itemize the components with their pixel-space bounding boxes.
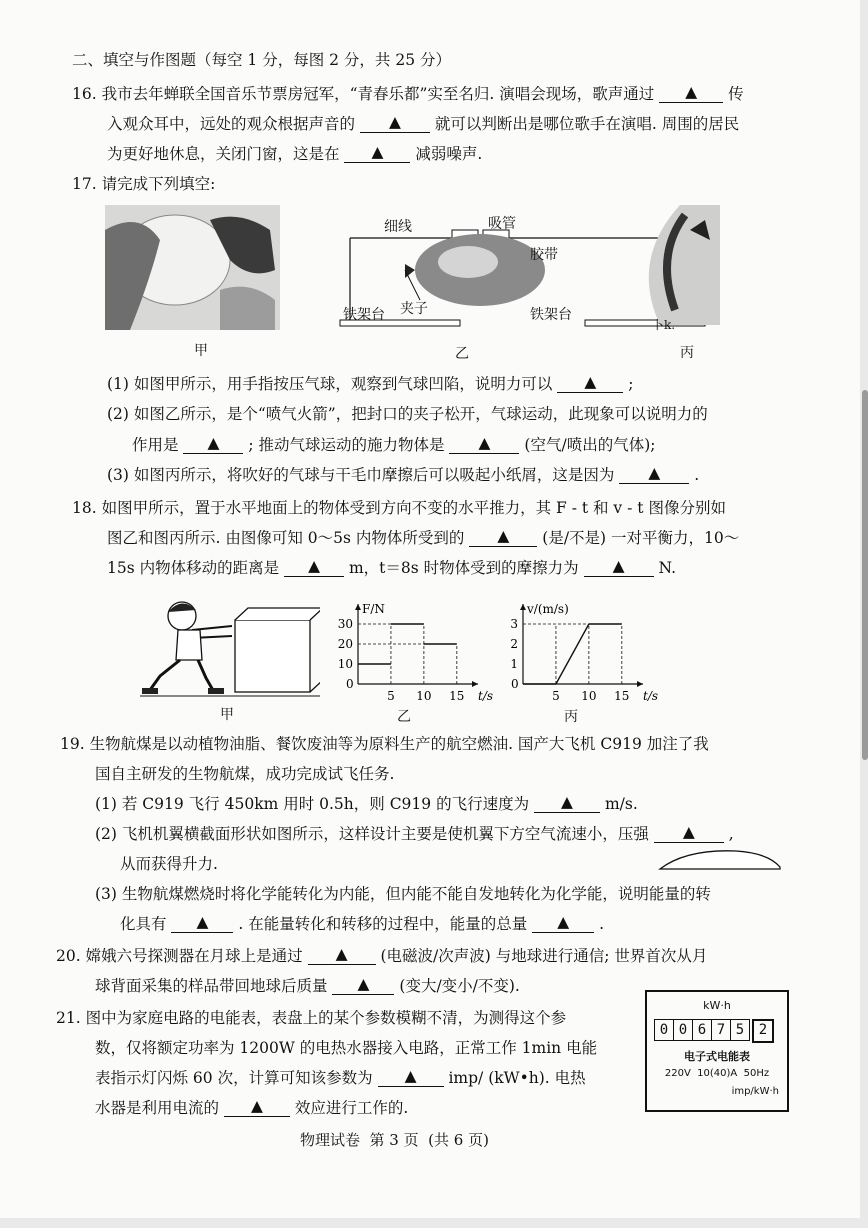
vt-x-label: t/s	[643, 689, 659, 702]
fig2-label-stand-right: 铁架台	[530, 307, 572, 323]
q20-text-1a: 20. 嫦娥六号探测器在月球上是通过	[56, 947, 303, 965]
q17-part3	[107, 465, 699, 486]
ft-origin-label: 0	[346, 677, 354, 691]
section-heading: 二、填空与作图题（每空 1 分，每图 2 分，共 25 分）	[72, 51, 452, 69]
vt-x-tick-label: 15	[614, 689, 630, 702]
q21-line2: 数，仅将额定功率为 1200W 的电热水器接入电路，正常工作 1min 电能	[95, 1039, 598, 1057]
q20-text-2b: (变大/变小/不变).	[399, 977, 520, 995]
meter-name: 电子式电能表	[684, 1050, 750, 1063]
q16-text-1a: 16. 我市去年蝉联全国音乐节票房冠军，“青春乐都”实至名归. 演唱会现场，歌声通过	[72, 85, 655, 103]
fig3-inner-label: 卜k.	[652, 318, 676, 332]
answer-blank[interactable]: ▲	[284, 556, 344, 577]
fig2-label-thread: 细线	[384, 219, 412, 235]
q16-text-3a: 为更好地休息，关闭门窗，这是在	[107, 145, 340, 163]
q19-text-2a: (2) 飞机机翼横截面形状如图所示，这样设计主要是使机翼下方空气流速小，压强	[95, 825, 649, 843]
vt-x-tick-label: 5	[552, 689, 560, 702]
q18-text-2b: (是/不是) 一对平衡力，10～	[542, 529, 740, 547]
answer-blank[interactable]: ▲	[534, 792, 600, 813]
answer-blank[interactable]: ▲	[532, 912, 594, 933]
q19-part1	[95, 794, 638, 815]
fig-caption-bing: 丙	[680, 345, 694, 361]
q17-part2: (2) 如图乙所示，是个“喷气火箭”，把封口的夹子松开，气球运动，此现象可以说明力的	[107, 405, 708, 423]
meter-digit: 0	[674, 1019, 693, 1041]
vt-y-tick-label: 1	[510, 657, 518, 671]
meter-digit: 0	[654, 1019, 674, 1041]
answer-blank[interactable]: ▲	[659, 82, 723, 103]
q18-text-3c: N.	[658, 559, 677, 577]
ft-y-tick-label: 10	[337, 657, 353, 671]
vt-origin-label: 0	[511, 677, 519, 691]
q21-line3	[95, 1068, 586, 1089]
fig-caption-jia: 甲	[194, 343, 208, 359]
answer-blank[interactable]: ▲	[619, 463, 689, 484]
meter-digit-decimal: 2	[752, 1019, 774, 1043]
q16-text-2b: 就可以判断出是哪位歌手在演唱. 周围的居民	[434, 115, 740, 133]
ft-x-label: t/s	[478, 689, 494, 702]
q19-text-3b: 化具有	[120, 915, 167, 933]
q17-text-3b: .	[694, 466, 700, 484]
q16-line2	[107, 114, 739, 135]
q21-text-3b: imp/ (kW•h). 电热	[448, 1069, 586, 1087]
q17-part1	[107, 374, 634, 395]
q17-text-2c: ; 推动气球运动的施力物体是	[248, 436, 445, 454]
q18-caption-yi: 乙	[397, 709, 411, 725]
q20-line1	[56, 946, 707, 967]
q19-line1: 19. 生物航煤是以动植物油脂、餐饮废油等为原料生产的航空燃油. 国产大飞机 C919 加注了我	[60, 735, 709, 753]
answer-blank[interactable]: ▲	[183, 433, 243, 454]
q18-text-3a: 15s 内物体移动的距离是	[107, 559, 280, 577]
fig-hand-pressing-balloon	[105, 205, 280, 330]
q19-part2-cont: 从而获得升力.	[120, 855, 218, 873]
q19-text-1a: (1) 若 C919 飞行 450km 用时 0.5h，则 C919 的飞行速度为	[95, 795, 530, 813]
q21-text-4a: 水器是利用电流的	[95, 1099, 220, 1117]
vt-y-tick-label: 3	[510, 617, 518, 631]
meter-specs: 220V 10(40)A 50Hz	[664, 1068, 770, 1079]
fig2-label-tape: 胶带	[530, 247, 558, 263]
meter-digit: 5	[731, 1019, 750, 1041]
q17-text-1b: ;	[628, 375, 634, 393]
q21-text-4b: 效应进行工作的.	[294, 1099, 409, 1117]
q16-line3	[107, 144, 482, 165]
q18-text-2a: 图乙和图丙所示. 由图像可知 0～5s 内物体所受到的	[107, 529, 465, 547]
q16-text-1b: 传	[728, 85, 744, 103]
vt-x-tick-label: 10	[581, 689, 597, 702]
ft-x-tick-label: 5	[387, 689, 395, 702]
q17-text-3a: (3) 如图丙所示，将吹好的气球与干毛巾摩擦后可以吸起小纸屑，这是因为	[107, 466, 615, 484]
meter-imp: imp/kW·h	[731, 1086, 779, 1097]
q17-text-1a: (1) 如图甲所示，用手指按压气球，观察到气球凹陷，说明力可以	[107, 375, 553, 393]
answer-blank[interactable]: ▲	[584, 556, 654, 577]
answer-blank[interactable]: ▲	[332, 974, 394, 995]
q18-caption-bing: 丙	[564, 709, 578, 725]
ft-y-arrow	[355, 604, 361, 610]
q21-text-3a: 表指示灯闪烁 60 次，计算可知该参数为	[95, 1069, 373, 1087]
fig-caption-yi: 乙	[455, 346, 469, 362]
q19-text-1b: m/s.	[604, 795, 638, 813]
q19-part3-cont	[120, 914, 604, 935]
answer-blank[interactable]: ▲	[378, 1066, 444, 1087]
q20-line2	[95, 976, 520, 997]
vt-y-arrow	[520, 604, 526, 610]
vt-y-label: v/(m/s)	[527, 602, 569, 616]
answer-blank[interactable]: ▲	[557, 372, 623, 393]
answer-blank[interactable]: ▲	[344, 142, 410, 163]
answer-blank[interactable]: ▲	[224, 1096, 290, 1117]
q19-text-3d: .	[599, 915, 605, 933]
q16-text-3b: 减弱噪声.	[415, 145, 483, 163]
f-t-chart	[330, 602, 500, 702]
q19-part3: (3) 生物航煤燃烧时将化学能转化为内能，但内能不能自发地转化为化学能，说明能量的转	[95, 885, 711, 903]
ft-y-tick-label: 20	[337, 637, 353, 651]
meter-digit: 7	[712, 1019, 731, 1041]
q18-caption-jia: 甲	[220, 707, 234, 723]
ft-x-tick-label: 15	[449, 689, 465, 702]
q16-text-2a: 入观众耳中，远处的观众根据声音的	[107, 115, 356, 133]
q17-text-2b: 作用是	[132, 436, 179, 454]
q18-line3	[107, 558, 676, 579]
q17-part2-cont	[132, 435, 655, 456]
fig-person-pushing-box	[140, 592, 320, 702]
q21-line4	[95, 1098, 408, 1119]
answer-blank[interactable]: ▲	[171, 912, 233, 933]
v-t-chart	[495, 602, 685, 702]
answer-blank[interactable]: ▲	[308, 944, 376, 965]
meter-digit: 6	[693, 1019, 712, 1041]
q20-text-1b: (电磁波/次声波) 与地球进行通信; 世界首次从月	[380, 947, 708, 965]
q18-text-3b: m，t＝8s 时物体受到的摩擦力为	[348, 559, 579, 577]
wing-cross-section	[656, 845, 786, 875]
ft-y-tick-label: 30	[337, 617, 353, 631]
meter-unit: kW·h	[703, 999, 731, 1012]
q20-text-2a: 球背面采集的样品带回地球后质量	[95, 977, 328, 995]
page-footer: 物理试卷 第 3 页 (共 6 页)	[300, 1131, 489, 1149]
fig2-label-straw: 吸管	[488, 216, 516, 232]
q19-text-2b: ,	[728, 825, 734, 843]
q19-text-3c: . 在能量转化和转移的过程中，能量的总量	[238, 915, 528, 933]
q17-text-2d: (空气/喷出的气体);	[524, 436, 656, 454]
q19-line2: 国自主研发的生物航煤，成功完成试飞任务.	[95, 765, 395, 783]
electric-meter	[645, 990, 789, 1112]
vt-x-arrow	[637, 681, 643, 687]
q18-line2	[107, 528, 739, 549]
ft-x-arrow	[472, 681, 478, 687]
scrollbar[interactable]	[862, 390, 868, 760]
q18-line1: 18. 如图甲所示，置于水平地面上的物体受到方向不变的水平推力，其 F - t 和 v - t 图像分别如	[72, 499, 726, 517]
meter-digits	[654, 1019, 774, 1043]
q17-figures	[100, 200, 780, 360]
answer-blank[interactable]: ▲	[654, 822, 724, 843]
q16-line1	[72, 84, 744, 105]
fig2-label-clip: 夹子	[400, 301, 428, 317]
q19-part2	[95, 824, 734, 845]
fig2-label-stand-left: 铁架台	[343, 307, 385, 323]
q17-intro: 17. 请完成下列填空:	[72, 175, 216, 193]
fig-balloon-paper	[649, 205, 720, 325]
vt-data-segment	[556, 624, 589, 684]
vt-y-tick-label: 2	[510, 637, 518, 651]
answer-blank[interactable]: ▲	[449, 433, 519, 454]
q21-line1: 21. 图中为家庭电路的电能表，表盘上的某个参数模糊不清，为测得这个参	[56, 1009, 567, 1027]
answer-blank[interactable]: ▲	[360, 112, 430, 133]
answer-blank[interactable]: ▲	[469, 526, 537, 547]
ft-y-label: F/N	[362, 602, 385, 616]
ft-x-tick-label: 10	[416, 689, 432, 702]
